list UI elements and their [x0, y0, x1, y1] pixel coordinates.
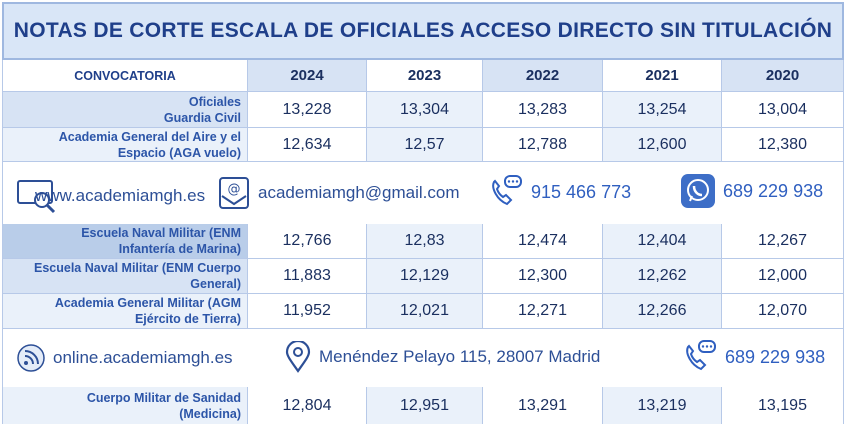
- table-cell: 12,804: [248, 387, 367, 424]
- table-cell: 13,195: [722, 387, 844, 424]
- table-cell: 13,304: [367, 92, 483, 128]
- whatsapp-icon: [681, 174, 715, 208]
- table-cell: 12,266: [603, 294, 722, 329]
- column-header-convocatoria: CONVOCATORIA: [2, 60, 248, 92]
- table-cell: 12,951: [367, 387, 483, 424]
- phone-contact[interactable]: [487, 174, 631, 210]
- website-text: www.academiamgh.es: [35, 186, 206, 205]
- table-cell: 12,634: [248, 128, 367, 162]
- table-cell: 13,219: [603, 387, 722, 424]
- table-cell: 12,267: [722, 224, 844, 259]
- column-header-year: 2022: [483, 60, 603, 92]
- whatsapp-contact[interactable]: [681, 174, 823, 208]
- table-cell: 12,271: [483, 294, 603, 329]
- address-text: Menéndez Pelayo 115, 28007 Madrid: [319, 347, 601, 366]
- column-header-year: 2021: [603, 60, 722, 92]
- table-row: [2, 92, 844, 128]
- map-pin-icon: [285, 341, 311, 373]
- column-header-year: 2023: [367, 60, 483, 92]
- row-label: Cuerpo Militar de Sanidad (Medicina): [2, 387, 248, 424]
- page-title: NOTAS DE CORTE ESCALA DE OFICIALES ACCESO DIRECTO SIN TITULACIÓN: [2, 2, 844, 60]
- table-cell: 12,000: [722, 259, 844, 294]
- phone-text: 689 229 938: [725, 346, 826, 367]
- cutoff-table: [2, 2, 844, 424]
- table-row: [2, 128, 844, 162]
- table-cell: 13,254: [603, 92, 722, 128]
- table-cell: 12,404: [603, 224, 722, 259]
- email-text: academiamgh@gmail.com: [258, 183, 460, 202]
- table-cell: 12,57: [367, 128, 483, 162]
- table-cell: 11,952: [248, 294, 367, 329]
- rss-icon: [17, 344, 45, 372]
- table-header: [2, 60, 844, 92]
- table-cell: 12,600: [603, 128, 722, 162]
- row-label: Academia General Militar (AGM Ejército de Tierra): [2, 294, 248, 329]
- table-cell: 13,291: [483, 387, 603, 424]
- row-label: Escuela Naval Militar (ENM Cuerpo General): [2, 259, 248, 294]
- table-cell: 12,474: [483, 224, 603, 259]
- email-icon: [218, 176, 250, 210]
- table-row: [2, 224, 844, 259]
- table-row: [2, 387, 844, 424]
- contact-banner: [2, 162, 844, 224]
- row-label: Escuela Naval Militar (ENM Infantería de Marina): [2, 224, 248, 259]
- phone-text: 915 466 773: [531, 181, 632, 202]
- table-cell: 12,300: [483, 259, 603, 294]
- table-cell: 13,283: [483, 92, 603, 128]
- online-text: online.academiamgh.es: [53, 348, 233, 367]
- phone-contact-2[interactable]: [681, 339, 825, 375]
- phone-icon: [681, 339, 717, 375]
- table-cell: 13,228: [248, 92, 367, 128]
- table-cell: 12,070: [722, 294, 844, 329]
- phone-icon: [487, 174, 523, 210]
- svg-text:@: @: [227, 182, 241, 197]
- row-label: Oficiales Guardia Civil: [2, 92, 248, 128]
- table-cell: 12,766: [248, 224, 367, 259]
- contact-banner: [2, 329, 844, 387]
- column-header-year: 2020: [722, 60, 844, 92]
- column-header-year: 2024: [248, 60, 367, 92]
- online-contact[interactable]: [17, 344, 233, 372]
- table-cell: 12,129: [367, 259, 483, 294]
- email-contact[interactable]: [218, 176, 460, 210]
- row-label: Academia General del Aire y el Espacio (AGA vuelo): [2, 128, 248, 162]
- table-cell: 12,83: [367, 224, 483, 259]
- address-contact[interactable]: [285, 341, 600, 373]
- table-cell: 11,883: [248, 259, 367, 294]
- table-cell: 13,004: [722, 92, 844, 128]
- table-row: [2, 259, 844, 294]
- table-cell: 12,021: [367, 294, 483, 329]
- website-contact[interactable]: [17, 178, 205, 214]
- table-cell: 12,788: [483, 128, 603, 162]
- table-cell: 12,380: [722, 128, 844, 162]
- table-row: [2, 294, 844, 329]
- whatsapp-text: 689 229 938: [723, 180, 824, 201]
- table-cell: 12,262: [603, 259, 722, 294]
